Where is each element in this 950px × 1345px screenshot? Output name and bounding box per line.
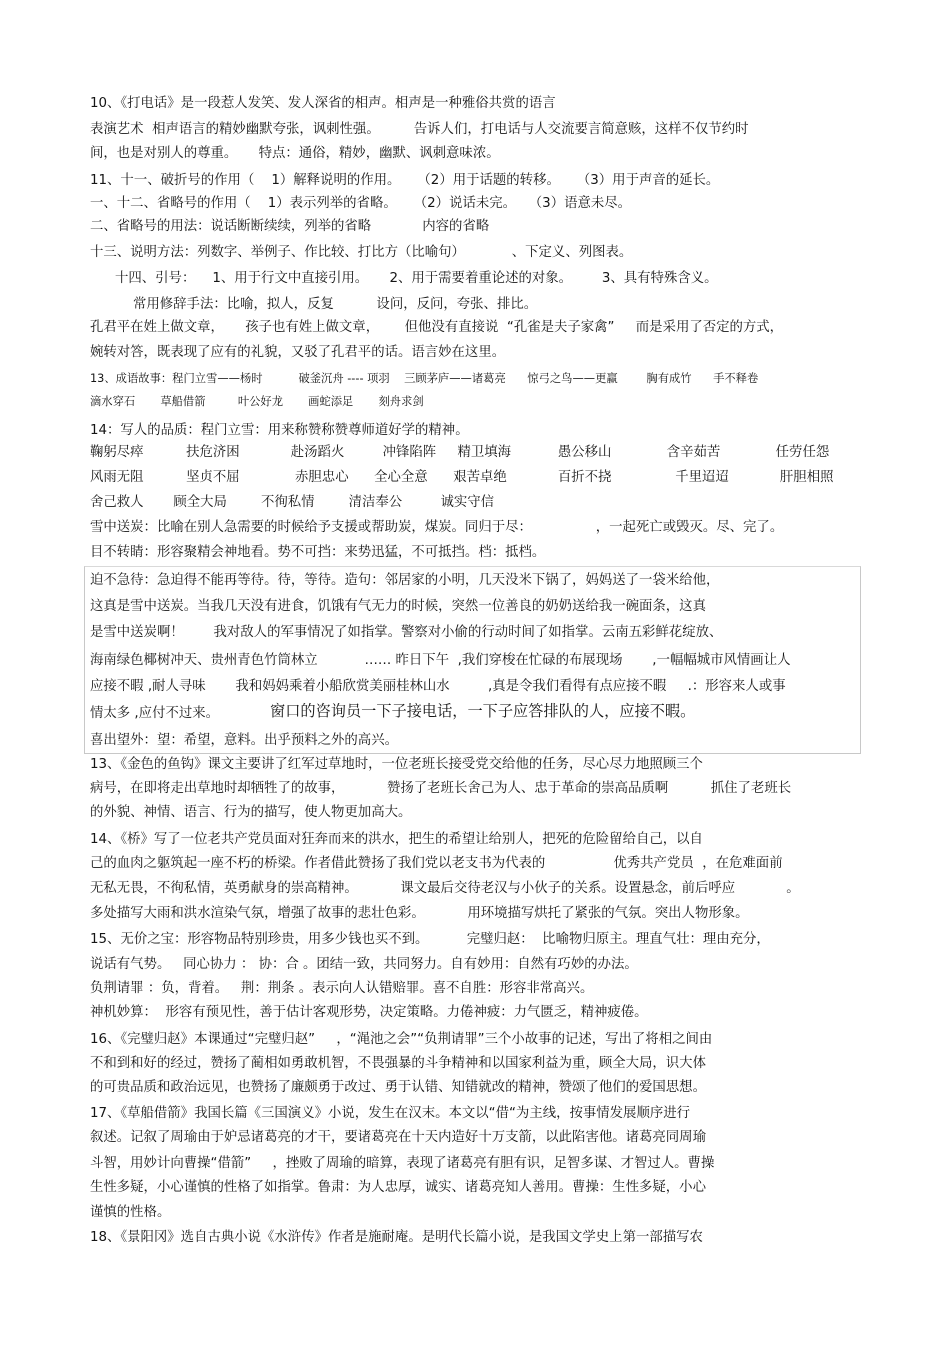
- line-10: 孔君平在姓上做文章， 孩子也有姓上做文章， 但他没有直接说 “孔雀是夫子家禽” 而是采用了否定的方式，: [90, 320, 784, 335]
- line-43: 叙述。记叙了周瑜由于妒忌诸葛亮的才干，要诸葛亮在十天内造好十万支箭，以此陷害他。诸葛亮同周瑜: [90, 1130, 706, 1145]
- line-29: 病号，在即将走出草地时却牺牲了的故事， 赞扬了老班长舍己为人、忠于革命的崇高品质啊 抓住了老班长: [90, 781, 792, 796]
- line-25: 情太多 ,应付不过来。: [90, 706, 220, 721]
- line-47: 18、《景阳冈》选自古典小说《水浒传》作者是施耐庵。是明代长篇小说，是我国文学史上第一部描写农: [90, 1230, 703, 1245]
- line-34: 多处描写大雨和洪水渲染气氛，增强了故事的悲壮色彩。 用环境描写烘托了紧张的气氛。突出人物形象。: [90, 906, 749, 921]
- line-42: 17、《草船借箭》我国长篇《三国演义》小说，发生在汉末。本文以“借“为主线，按事情发展顺序进行: [90, 1106, 691, 1121]
- line-45: 生性多疑，小心谨慎的性格了如指掌。鲁肃：为人忠厚，诚实、诸葛亮知人善用。曹操：生性多疑，小心: [90, 1180, 706, 1195]
- line-18: 雪中送炭：比喻在别人急需要的时候给予支援或帮助炭，煤炭。同归于尽： ，一起死亡或毁灭。尽、完了。: [90, 520, 784, 535]
- line-21: 这真是雪中送炭。当我几天没有进食，饥饿有气无力的时候，突然一位善良的奶奶送给我一碗面条，这真: [90, 599, 706, 614]
- line-02: 表演艺术 相声语言的精妙幽默夸张，讽刺性强。 告诉人们，打电话与人交流要言简意赅，这样不仅节约时: [90, 122, 749, 137]
- line-36: 说话有气势。 同心协力 ： 协：合 。团结一致，共同努力。自有妙用：自然有巧妙的办法。: [90, 957, 638, 972]
- line-24: 应接不暇 ,耐人寻味 我和妈妈乘着小船欣赏美丽桂林山水 ,真是令我们看得有点应接不暇 .：形容来人或事: [90, 679, 786, 694]
- line-37: 负荆请罪 ：负，背着。 荆：荆条 。表示向人认错赔罪。喜不自胜：形容非常高兴。: [90, 981, 594, 996]
- line-22: 是雪中送炭啊！ 我对敌人的军事情况了如指掌。警察对小偷的行动时间了如指掌。云南五彩鲜花绽放、: [90, 625, 723, 640]
- line-15: 鞠躬尽瘁 扶危济困 赴汤蹈火 冲锋陷阵 精卫填海 愚公移山 含辛茹苦 任劳任怨: [90, 445, 830, 460]
- line-08: 十四、引号： 1、用于行文中直接引用。 2、用于需要着重论述的对象。 3、具有特殊含义。: [115, 271, 718, 286]
- line-03: 间，也是对别人的尊重。 特点：通俗，精妙，幽默、讽刺意味浓。: [90, 146, 500, 161]
- line-04: 11、十一、破折号的作用（ 1）解释说明的作用。 （2）用于话题的转移。 （3）用于声音的延长。: [90, 173, 720, 188]
- line-09: 常用修辞手法：比喻，拟人，反复 设问，反问，夸张、排比。: [133, 297, 538, 312]
- line-44: 斗智，用妙计向曹操“借箭” ，挫败了周瑜的暗算，表现了诸葛亮有胆有识，足智多谋、才智过人。曹操: [90, 1156, 715, 1171]
- line-07: 十三、说明方法：列数字、举例子、作比较、打比方（比喻句） 、下定义、列图表。: [90, 245, 633, 260]
- line-35: 15、无价之宝：形容物品特别珍贵，用多少钱也买不到。 完璧归赵： 比喻物归原主。理直气壮：理由充分，: [90, 932, 770, 947]
- line-17: 舍己救人 顾全大局 不徇私情 清洁奉公 诚实守信: [90, 495, 495, 510]
- line-30: 的外貌、神情、语言、行为的描写，使人物更加高大。: [90, 805, 412, 820]
- line-27: 喜出望外：望：希望，意料。出乎预料之外的高兴。: [90, 733, 398, 748]
- line-13: 滴水穿石 草船借箭 叶公好龙 画蛇添足 刻舟求剑: [90, 395, 424, 408]
- line-20: 迫不急待：急迫得不能再等待。待，等待。造句：邻居家的小明，几天没米下锅了，妈妈送了一袋米给他，: [90, 573, 720, 588]
- line-38: 神机妙算： 形容有预见性，善于估计客观形势，决定策略。力倦神疲：力气匮乏，精神疲倦。: [90, 1005, 648, 1020]
- line-31: 14、《桥》写了一位老共产党员面对狂奔而来的洪水，把生的希望让给别人，把死的危险留给自己，以自: [90, 832, 703, 847]
- line-19: 目不转睛：形容聚精会神地看。势不可挡：来势迅猛，不可抵挡。档：抵档。: [90, 545, 546, 560]
- line-05: 一、十二、省略号的作用（ 1）表示列举的省略。 （2）说话未完。 （3）语意未尽。: [90, 196, 632, 211]
- line-39: 16、《完璧归赵》本课通过“完璧归赵” ，“渑池之会”“负荆请罪”三个小故事的记述，写出了将相之间由: [90, 1032, 713, 1047]
- line-28: 13、《金色的鱼钩》课文主要讲了红军过草地时，一位老班长接受党交给他的任务，尽心尽力地照顾三个: [90, 757, 703, 772]
- line-16: 风雨无阻 坚贞不屈 赤胆忠心 全心全意 艰苦卓绝 百折不挠 千里迢迢 肝胆相照: [90, 470, 834, 485]
- line-12: 13、成语故事：程门立雪——杨时 破釜沉舟 ---- 项羽 三顾茅庐——诸葛亮 惊弓之鸟——更赢 胸有成竹 手不释卷: [90, 372, 759, 385]
- line-32: 己的血肉之躯筑起一座不朽的桥梁。作者借此赞扬了我们党以老支书为代表的 优秀共产党员 ，在危难面前: [90, 856, 783, 871]
- line-33: 无私无畏，不徇私情，英勇献身的崇高精神。 课文最后交待老汉与小伙子的关系。设置悬念，前后呼应 。: [90, 881, 800, 896]
- line-01: 10、《打电话》是一段惹人发笑、发人深省的相声。相声是一种雅俗共赏的语言: [90, 96, 556, 111]
- line-41: 的可贵品质和政治远见，也赞扬了廉颇勇于改过、勇于认错、知错就改的精神，赞颂了他们的爱国思想。: [90, 1080, 706, 1095]
- line-40: 不和到和好的经过，赞扬了蔺相如勇敢机智，不畏强暴的斗争精神和以国家利益为重，顾全大局，识大体: [90, 1056, 706, 1071]
- line-26: 窗口的咨询员一下子接电话，一下子应答排队的人，应接不暇。: [270, 702, 696, 720]
- line-46: 谨慎的性格。: [90, 1205, 171, 1220]
- line-14: 14：写人的品质：程门立雪：用来称赞称赞尊师道好学的精神。: [90, 423, 469, 438]
- line-23: 海南绿色椰树冲天、贵州青色竹筒林立 …… 昨日下午 ,我们穿梭在忙碌的布展现场 ,一幅幅城市风情画让人: [90, 653, 791, 668]
- line-06: 二、省略号的用法：说话断断续续，列举的省略 内容的省略: [90, 219, 490, 234]
- line-11: 婉转对答，既表现了应有的礼貌，又驳了孔君平的话。语言妙在这里。: [90, 345, 506, 360]
